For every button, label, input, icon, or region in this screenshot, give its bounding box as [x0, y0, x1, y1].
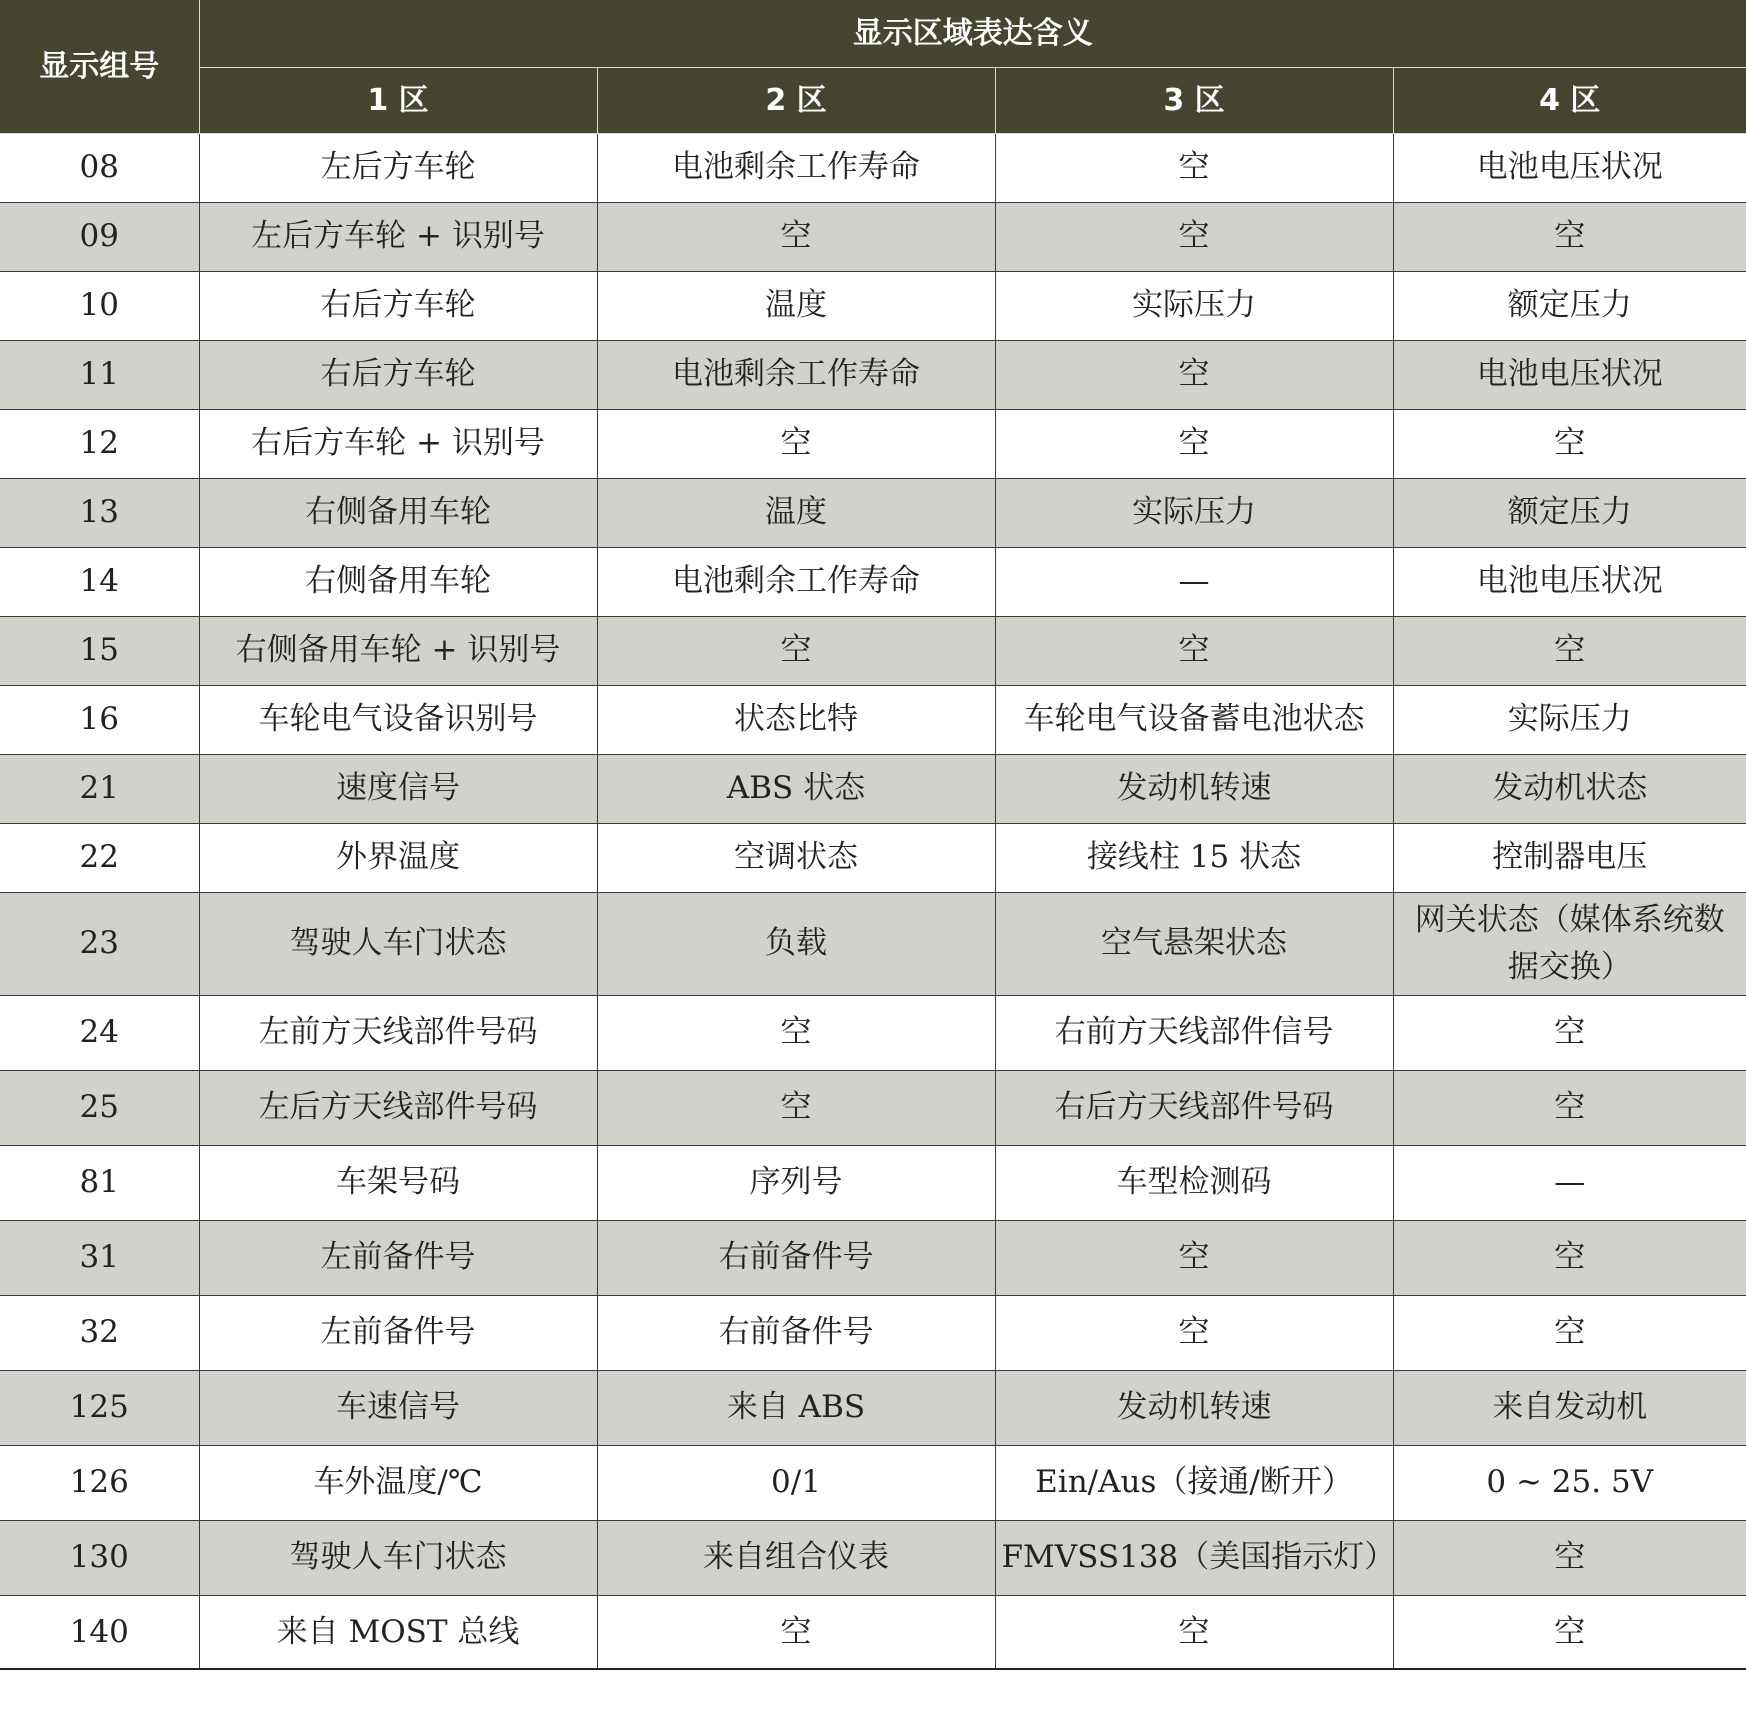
zone-4-cell: —	[1393, 1145, 1746, 1220]
zone-3-cell: 右后方天线部件号码	[995, 1070, 1393, 1145]
zone-4-cell: 控制器电压	[1393, 823, 1746, 892]
group-number-cell: 140	[0, 1595, 199, 1669]
zone-3-cell: 右前方天线部件信号	[995, 995, 1393, 1070]
zone-4-cell: 空	[1393, 1520, 1746, 1595]
zone-3-cell: 空	[995, 616, 1393, 685]
zone-2-cell: 空	[597, 995, 995, 1070]
table-row	[0, 823, 1746, 892]
zone-4-cell: 空	[1393, 409, 1746, 478]
zone-2-cell: 0/1	[597, 1445, 995, 1520]
zone-3-cell: FMVSS138（美国指示灯）	[995, 1520, 1393, 1595]
zone-2-cell: 负载	[597, 892, 995, 995]
zone-4-cell: 额定压力	[1393, 478, 1746, 547]
table-row	[0, 1370, 1746, 1445]
zone-2-cell: 电池剩余工作寿命	[597, 133, 995, 202]
table-row	[0, 202, 1746, 271]
zone-1-cell: 右侧备用车轮	[199, 478, 597, 547]
table-row	[0, 754, 1746, 823]
zone-1-cell: 车外温度/℃	[199, 1445, 597, 1520]
table-row	[0, 616, 1746, 685]
zone-3-cell: 空	[995, 340, 1393, 409]
group-number-cell: 12	[0, 409, 199, 478]
zone-1-cell: 右侧备用车轮	[199, 547, 597, 616]
zone-4-cell: 空	[1393, 1220, 1746, 1295]
zone-3-cell: 实际压力	[995, 271, 1393, 340]
zone-2-cell: 空	[597, 1070, 995, 1145]
zone-1-cell: 左后方车轮	[199, 133, 597, 202]
header-display-meaning: 显示区域表达含义	[199, 0, 1746, 67]
table-row	[0, 892, 1746, 995]
group-number-cell: 21	[0, 754, 199, 823]
zone-4-cell: 空	[1393, 616, 1746, 685]
zone-1-cell: 车轮电气设备识别号	[199, 685, 597, 754]
zone-4-cell: 电池电压状况	[1393, 547, 1746, 616]
zone-1-cell: 右侧备用车轮 + 识别号	[199, 616, 597, 685]
zone-4-cell: 空	[1393, 202, 1746, 271]
zone-3-cell: 发动机转速	[995, 1370, 1393, 1445]
zone-2-cell: 电池剩余工作寿命	[597, 547, 995, 616]
table-row	[0, 409, 1746, 478]
zone-1-cell: 左前方天线部件号码	[199, 995, 597, 1070]
zone-4-cell: 发动机状态	[1393, 754, 1746, 823]
table-row	[0, 547, 1746, 616]
zone-3-cell: Ein/Aus（接通/断开）	[995, 1445, 1393, 1520]
group-number-cell: 16	[0, 685, 199, 754]
table-row	[0, 995, 1746, 1070]
header-group-number: 显示组号	[0, 0, 199, 133]
zone-2-cell: 序列号	[597, 1145, 995, 1220]
header-zone-1: 1 区	[199, 67, 597, 133]
zone-3-cell: 空	[995, 1295, 1393, 1370]
zone-1-cell: 外界温度	[199, 823, 597, 892]
zone-4-cell: 电池电压状况	[1393, 340, 1746, 409]
group-number-cell: 24	[0, 995, 199, 1070]
zone-1-cell: 右后方车轮 + 识别号	[199, 409, 597, 478]
zone-1-cell: 左前备件号	[199, 1295, 597, 1370]
zone-4-cell: 额定压力	[1393, 271, 1746, 340]
table-row	[0, 1595, 1746, 1669]
zone-4-cell: 实际压力	[1393, 685, 1746, 754]
group-number-cell: 15	[0, 616, 199, 685]
zone-2-cell: 来自组合仪表	[597, 1520, 995, 1595]
table-header	[0, 0, 1746, 133]
zone-1-cell: 驾驶人车门状态	[199, 892, 597, 995]
zone-3-cell: 空	[995, 202, 1393, 271]
zone-1-cell: 来自 MOST 总线	[199, 1595, 597, 1669]
zone-3-cell: —	[995, 547, 1393, 616]
group-number-cell: 22	[0, 823, 199, 892]
group-number-cell: 09	[0, 202, 199, 271]
zone-3-cell: 实际压力	[995, 478, 1393, 547]
zone-1-cell: 驾驶人车门状态	[199, 1520, 597, 1595]
header-zone-3: 3 区	[995, 67, 1393, 133]
group-number-cell: 25	[0, 1070, 199, 1145]
zone-3-cell: 空	[995, 133, 1393, 202]
zone-4-cell: 空	[1393, 1295, 1746, 1370]
zone-1-cell: 右后方车轮	[199, 340, 597, 409]
zone-2-cell: 温度	[597, 271, 995, 340]
zone-4-cell: 空	[1393, 1595, 1746, 1669]
zone-4-cell: 电池电压状况	[1393, 133, 1746, 202]
zone-1-cell: 车速信号	[199, 1370, 597, 1445]
table-row	[0, 1520, 1746, 1595]
group-number-cell: 81	[0, 1145, 199, 1220]
header-zone-2: 2 区	[597, 67, 995, 133]
group-number-cell: 32	[0, 1295, 199, 1370]
table-row	[0, 1145, 1746, 1220]
zone-1-cell: 右后方车轮	[199, 271, 597, 340]
group-number-cell: 08	[0, 133, 199, 202]
zone-4-cell: 空	[1393, 995, 1746, 1070]
zone-4-cell: 空	[1393, 1070, 1746, 1145]
zone-2-cell: 右前备件号	[597, 1220, 995, 1295]
zone-2-cell: 右前备件号	[597, 1295, 995, 1370]
group-number-cell: 125	[0, 1370, 199, 1445]
zone-2-cell: 状态比特	[597, 685, 995, 754]
zone-2-cell: 温度	[597, 478, 995, 547]
group-number-cell: 23	[0, 892, 199, 995]
zone-3-cell: 接线柱 15 状态	[995, 823, 1393, 892]
zone-1-cell: 左后方车轮 + 识别号	[199, 202, 597, 271]
table-row	[0, 685, 1746, 754]
zone-3-cell: 车轮电气设备蓄电池状态	[995, 685, 1393, 754]
group-number-cell: 14	[0, 547, 199, 616]
zone-2-cell: 来自 ABS	[597, 1370, 995, 1445]
zone-3-cell: 车型检测码	[995, 1145, 1393, 1220]
table-row	[0, 1220, 1746, 1295]
group-number-cell: 10	[0, 271, 199, 340]
zone-2-cell: 空	[597, 202, 995, 271]
table-row	[0, 271, 1746, 340]
zone-1-cell: 速度信号	[199, 754, 597, 823]
zone-4-cell: 网关状态（媒体系统数据交换）	[1393, 892, 1746, 995]
zone-3-cell: 发动机转速	[995, 754, 1393, 823]
zone-2-cell: 空	[597, 409, 995, 478]
table-row	[0, 478, 1746, 547]
zone-1-cell: 左后方天线部件号码	[199, 1070, 597, 1145]
zone-3-cell: 空气悬架状态	[995, 892, 1393, 995]
table-row	[0, 340, 1746, 409]
zone-3-cell: 空	[995, 1595, 1393, 1669]
table-row	[0, 133, 1746, 202]
group-number-cell: 13	[0, 478, 199, 547]
zone-2-cell: 空	[597, 616, 995, 685]
zone-2-cell: 空调状态	[597, 823, 995, 892]
table-row	[0, 1445, 1746, 1520]
zone-2-cell: 空	[597, 1595, 995, 1669]
table-row	[0, 1295, 1746, 1370]
zone-1-cell: 车架号码	[199, 1145, 597, 1220]
zone-3-cell: 空	[995, 1220, 1393, 1295]
table-row	[0, 1070, 1746, 1145]
zone-4-cell: 0 ~ 25. 5V	[1393, 1445, 1746, 1520]
header-zone-4: 4 区	[1393, 67, 1746, 133]
table-body	[0, 133, 1746, 1669]
zone-3-cell: 空	[995, 409, 1393, 478]
group-number-cell: 31	[0, 1220, 199, 1295]
zone-2-cell: ABS 状态	[597, 754, 995, 823]
zone-4-cell: 来自发动机	[1393, 1370, 1746, 1445]
zone-1-cell: 左前备件号	[199, 1220, 597, 1295]
zone-2-cell: 电池剩余工作寿命	[597, 340, 995, 409]
group-number-cell: 126	[0, 1445, 199, 1520]
group-number-cell: 11	[0, 340, 199, 409]
group-number-cell: 130	[0, 1520, 199, 1595]
